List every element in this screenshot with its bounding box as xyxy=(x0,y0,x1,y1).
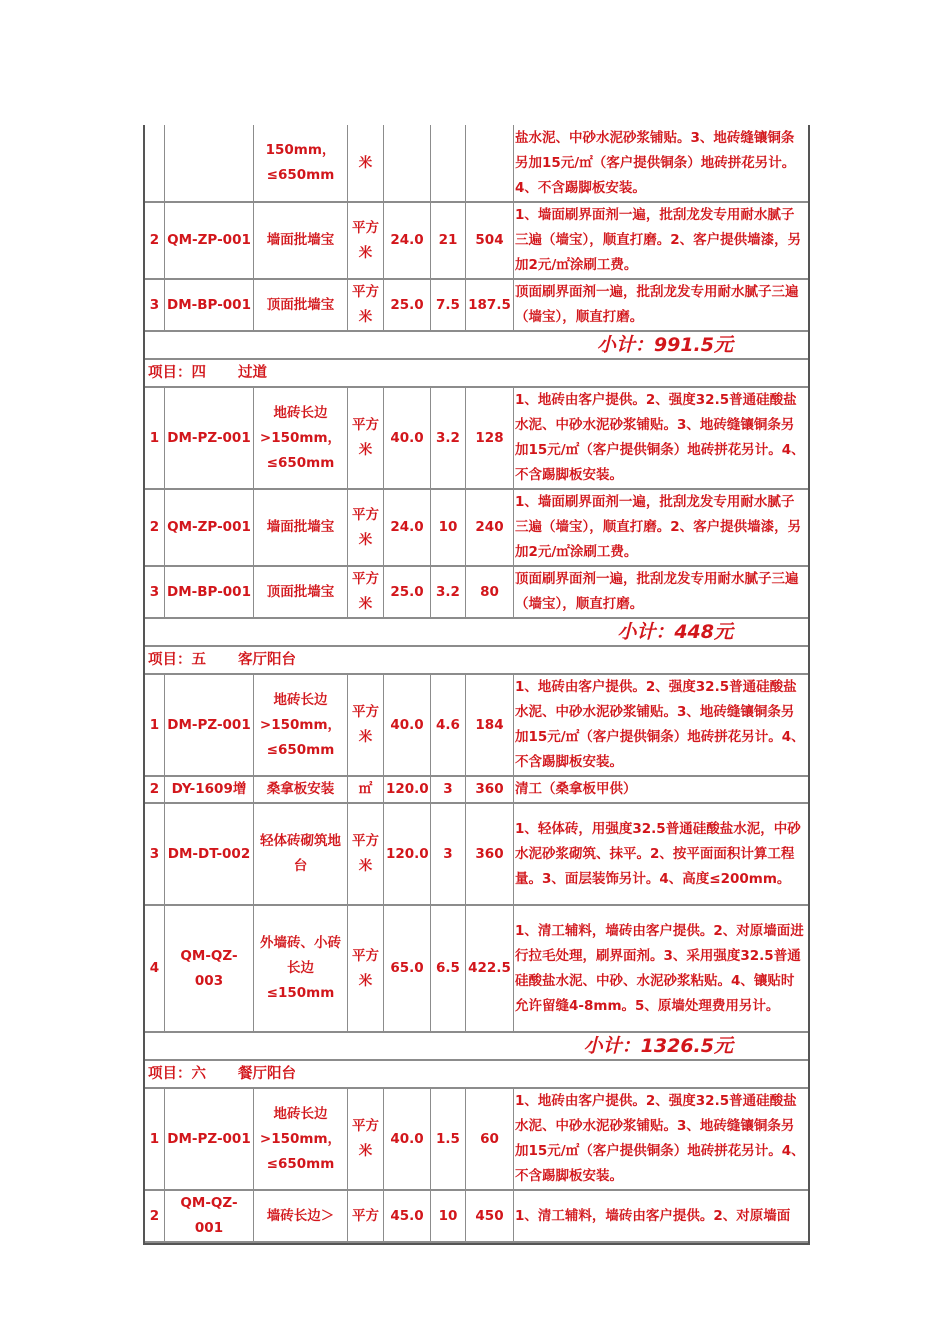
item-unit: 平方米 xyxy=(348,388,384,490)
section-header xyxy=(145,1061,808,1089)
item-qty: 3 xyxy=(431,804,466,906)
item-price: 40.0 xyxy=(384,675,431,777)
item-no: 3 xyxy=(145,804,165,906)
item-desc: 1、墙面刷界面剂一遍，批刮龙发专用耐水腻子三遍（墙宝），顺直打磨。2、客户提供墙漆，另加2元/㎡涂刷工费。 xyxy=(514,490,808,567)
item-code: QM-QZ-001 xyxy=(165,1191,254,1243)
item-code xyxy=(165,125,254,203)
table-row xyxy=(145,125,808,203)
item-qty: 3.2 xyxy=(431,567,466,619)
item-code: DM-DT-002 xyxy=(165,804,254,906)
item-unit: ㎡ xyxy=(348,777,384,804)
item-unit: 平方米 xyxy=(348,203,384,280)
table-row xyxy=(145,203,808,280)
section-header xyxy=(145,360,808,388)
table-row xyxy=(145,567,808,619)
item-name: 墙面批墙宝 xyxy=(254,490,348,567)
table-row xyxy=(145,777,808,804)
item-no: 3 xyxy=(145,567,165,619)
item-code: QM-QZ-003 xyxy=(165,906,254,1033)
table-row xyxy=(145,490,808,567)
item-unit: 平方米 xyxy=(348,490,384,567)
item-price xyxy=(384,125,431,203)
item-desc: 1、墙面刷界面剂一遍，批刮龙发专用耐水腻子三遍（墙宝），顺直打磨。2、客户提供墙漆，另加2元/㎡涂刷工费。 xyxy=(514,203,808,280)
section-room: 客厅阳台 xyxy=(238,652,296,668)
item-amount: 187.5 xyxy=(466,280,514,332)
item-price: 65.0 xyxy=(384,906,431,1033)
item-amount: 184 xyxy=(466,675,514,777)
item-amount: 128 xyxy=(466,388,514,490)
item-desc: 顶面刷界面剂一遍，批刮龙发专用耐水腻子三遍（墙宝），顺直打磨。 xyxy=(514,567,808,619)
item-code: DY-1609增 xyxy=(165,777,254,804)
item-unit: 平方米 xyxy=(348,804,384,906)
item-price: 24.0 xyxy=(384,203,431,280)
item-name: 地砖长边>150mm，≤650mm xyxy=(254,388,348,490)
item-code: DM-BP-001 xyxy=(165,280,254,332)
item-no: 1 xyxy=(145,388,165,490)
section-room: 餐厅阳台 xyxy=(238,1066,296,1082)
item-no: 2 xyxy=(145,1191,165,1243)
table-row xyxy=(145,1089,808,1191)
section-number: 五 xyxy=(191,652,206,668)
item-qty: 4.6 xyxy=(431,675,466,777)
item-name: 轻体砖砌筑地台 xyxy=(254,804,348,906)
item-desc: 1、清工辅料，墙砖由客户提供。2、对原墙面进行拉毛处理，刷界面剂。3、采用强度32.5普通硅酸盐水泥、中砂、水泥砂浆粘贴。4、镶贴时允许留缝4-8mm。5、原墙处理费用另计。 xyxy=(514,906,808,1033)
item-code: DM-PZ-001 xyxy=(165,388,254,490)
item-desc: 1、轻体砖，用强度32.5普通硅酸盐水泥，中砂水泥砂浆砌筑、抹平。2、按平面面积计算工程量。3、面层装饰另计。4、高度≤200mm。 xyxy=(514,804,808,906)
item-desc: 顶面刷界面剂一遍，批刮龙发专用耐水腻子三遍（墙宝），顺直打磨。 xyxy=(514,280,808,332)
item-desc: 1、地砖由客户提供。2、强度32.5普通硅酸盐水泥、中砂水泥砂浆铺贴。3、地砖缝镶铜条另加15元/㎡（客户提供铜条）地砖拼花另计。4、不含踢脚板安装。 xyxy=(514,675,808,777)
item-price: 25.0 xyxy=(384,280,431,332)
section-header xyxy=(145,647,808,675)
item-amount: 504 xyxy=(466,203,514,280)
item-price: 40.0 xyxy=(384,388,431,490)
item-name: 地砖长边>150mm，≤650mm xyxy=(254,675,348,777)
subtotal-row xyxy=(145,1033,808,1061)
table-row xyxy=(145,804,808,906)
section-label: 项目： xyxy=(148,652,192,668)
section-number: 四 xyxy=(191,365,206,381)
item-price: 45.0 xyxy=(384,1191,431,1243)
table-row xyxy=(145,1191,808,1243)
item-unit: 米 xyxy=(348,125,384,203)
item-qty: 3.2 xyxy=(431,388,466,490)
item-qty: 21 xyxy=(431,203,466,280)
item-no: 4 xyxy=(145,906,165,1033)
item-desc: 1、清工辅料，墙砖由客户提供。2、对原墙面 xyxy=(514,1191,808,1243)
table-row xyxy=(145,388,808,490)
section-room: 过道 xyxy=(238,365,267,381)
item-desc: 盐水泥、中砂水泥砂浆铺贴。3、地砖缝镶铜条另加15元/㎡（客户提供铜条）地砖拼花另计。4、不含踢脚板安装。 xyxy=(514,125,808,203)
item-unit: 平方米 xyxy=(348,567,384,619)
item-no: 2 xyxy=(145,777,165,804)
item-no: 3 xyxy=(145,280,165,332)
item-name: 地砖长边>150mm，≤650mm xyxy=(254,1089,348,1191)
item-qty xyxy=(431,125,466,203)
item-qty: 10 xyxy=(431,1191,466,1243)
item-qty: 6.5 xyxy=(431,906,466,1033)
item-code: DM-PZ-001 xyxy=(165,1089,254,1191)
item-name: 顶面批墙宝 xyxy=(254,567,348,619)
item-unit: 平方米 xyxy=(348,906,384,1033)
item-qty: 7.5 xyxy=(431,280,466,332)
item-no: 2 xyxy=(145,203,165,280)
subtotal: 小计：1326.5元 xyxy=(145,1033,808,1061)
item-code: QM-ZP-001 xyxy=(165,203,254,280)
item-amount: 360 xyxy=(466,804,514,906)
item-amount: 360 xyxy=(466,777,514,804)
item-unit: 平方米 xyxy=(348,1089,384,1191)
item-name: 外墙砖、小砖长边≤150mm xyxy=(254,906,348,1033)
item-amount xyxy=(466,125,514,203)
subtotal-row xyxy=(145,619,808,647)
subtotal: 小计：448元 xyxy=(145,619,808,647)
item-qty: 1.5 xyxy=(431,1089,466,1191)
item-desc: 1、地砖由客户提供。2、强度32.5普通硅酸盐水泥、中砂水泥砂浆铺贴。3、地砖缝镶铜条另加15元/㎡（客户提供铜条）地砖拼花另计。4、不含踢脚板安装。 xyxy=(514,388,808,490)
item-code: QM-ZP-001 xyxy=(165,490,254,567)
section-label: 项目： xyxy=(148,365,192,381)
table-row xyxy=(145,280,808,332)
item-amount: 422.5 xyxy=(466,906,514,1033)
item-amount: 450 xyxy=(466,1191,514,1243)
item-unit: 平方米 xyxy=(348,280,384,332)
item-price: 40.0 xyxy=(384,1089,431,1191)
item-name: 顶面批墙宝 xyxy=(254,280,348,332)
item-qty: 3 xyxy=(431,777,466,804)
section-number: 六 xyxy=(191,1066,206,1082)
item-price: 24.0 xyxy=(384,490,431,567)
item-qty: 10 xyxy=(431,490,466,567)
quotation-table xyxy=(143,125,810,1245)
item-name: 墙砖长边＞ xyxy=(254,1191,348,1243)
item-name: 150mm，≤650mm xyxy=(254,125,348,203)
item-no xyxy=(145,125,165,203)
subtotal-row xyxy=(145,332,808,360)
item-no: 1 xyxy=(145,675,165,777)
subtotal: 小计：991.5元 xyxy=(145,332,808,360)
item-price: 120.0 xyxy=(384,777,431,804)
item-desc: 清工（桑拿板甲供） xyxy=(514,777,808,804)
item-amount: 60 xyxy=(466,1089,514,1191)
quotation-sheet xyxy=(143,125,806,1245)
item-code: DM-PZ-001 xyxy=(165,675,254,777)
section-label: 项目： xyxy=(148,1066,192,1082)
item-unit: 平方米 xyxy=(348,675,384,777)
item-desc: 1、地砖由客户提供。2、强度32.5普通硅酸盐水泥、中砂水泥砂浆铺贴。3、地砖缝镶铜条另加15元/㎡（客户提供铜条）地砖拼花另计。4、不含踢脚板安装。 xyxy=(514,1089,808,1191)
item-price: 25.0 xyxy=(384,567,431,619)
item-code: DM-BP-001 xyxy=(165,567,254,619)
table-row xyxy=(145,675,808,777)
item-price: 120.0 xyxy=(384,804,431,906)
item-name: 桑拿板安装 xyxy=(254,777,348,804)
item-amount: 240 xyxy=(466,490,514,567)
item-no: 1 xyxy=(145,1089,165,1191)
item-no: 2 xyxy=(145,490,165,567)
item-name: 墙面批墙宝 xyxy=(254,203,348,280)
item-unit: 平方 xyxy=(348,1191,384,1243)
table-row xyxy=(145,906,808,1033)
item-amount: 80 xyxy=(466,567,514,619)
